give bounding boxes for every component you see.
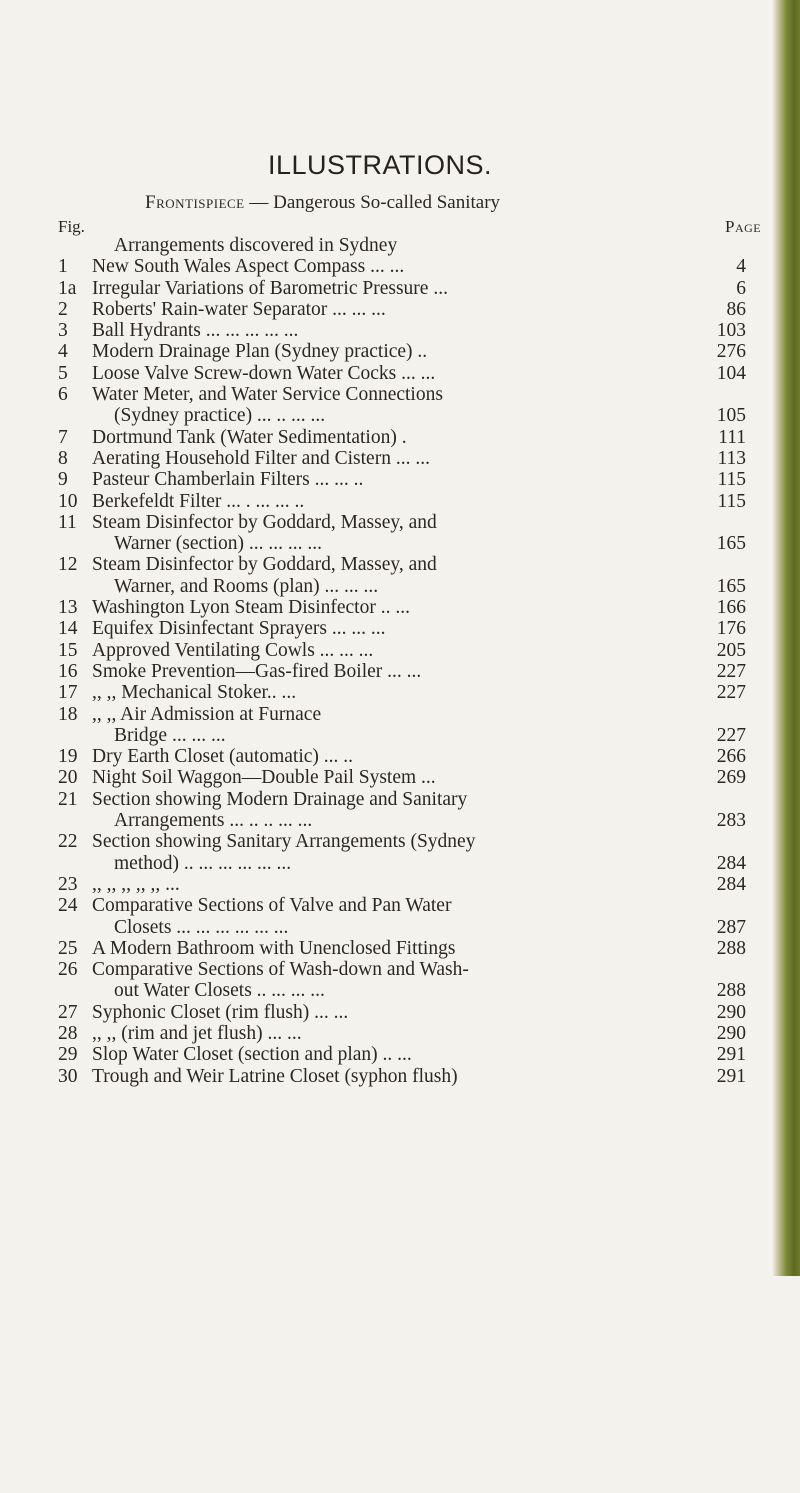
figure-title: (Sydney practice) ... .. ... ... <box>114 405 326 427</box>
figure-title: Arrangements ... .. .. ... ... <box>114 810 313 832</box>
list-item <box>56 874 746 895</box>
figure-number: 16 <box>58 660 78 682</box>
page-number: 284 <box>716 873 746 895</box>
figure-title: method) .. ... ... ... ... ... <box>114 852 292 874</box>
figure-title: Bridge ... ... ... <box>114 724 226 746</box>
figure-title: Warner (section) ... ... ... ... <box>114 533 322 555</box>
figure-number: 1a <box>58 277 77 299</box>
page-number: 288 <box>716 937 746 959</box>
list-item <box>56 1002 746 1023</box>
figure-title: New South Wales Aspect Compass ... ... <box>92 256 405 278</box>
page-number: 176 <box>716 618 746 640</box>
figure-title: A Modern Bathroom with Unenclosed Fittings <box>92 937 456 959</box>
page-number: 86 <box>726 298 746 320</box>
figure-number: 22 <box>58 831 78 853</box>
figure-number: 13 <box>58 597 78 619</box>
list-item <box>56 938 746 959</box>
list-item <box>56 1044 746 1065</box>
figure-title: Syphonic Closet (rim flush) ... ... <box>92 1001 349 1023</box>
list-item <box>56 597 746 618</box>
figure-number: 29 <box>58 1044 78 1066</box>
figure-number: 9 <box>58 469 68 491</box>
figure-title: Water Meter, and Water Service Connections <box>92 384 443 406</box>
figure-title: Washington Lyon Steam Disinfector .. ... <box>92 597 410 619</box>
list-item <box>56 959 746 1002</box>
page-number: 283 <box>716 810 746 832</box>
figure-number: 20 <box>58 767 78 789</box>
figure-title: Approved Ventilating Cowls ... ... ... <box>92 639 374 661</box>
page-number: 291 <box>716 1044 746 1066</box>
figure-number: 1 <box>58 256 68 278</box>
list-item <box>56 469 746 490</box>
figure-title: Comparative Sections of Valve and Pan Water <box>92 895 452 917</box>
figure-title: ,, ,, Air Admission at Furnace <box>92 703 322 725</box>
page-number: 115 <box>717 490 746 512</box>
page-number: 291 <box>716 1065 746 1087</box>
figure-title: Smoke Prevention—Gas-fired Boiler ... ... <box>92 660 422 682</box>
page-number: 6 <box>736 277 746 299</box>
figure-number: 2 <box>58 298 68 320</box>
frontispiece-continuation: Arrangements discovered in Sydney <box>114 235 398 256</box>
fig-column-header: Fig. <box>58 217 85 236</box>
figure-title: Roberts' Rain-water Separator ... ... ... <box>92 298 386 320</box>
list-item <box>56 831 746 874</box>
page-number: 111 <box>718 426 746 448</box>
list-item <box>56 640 746 661</box>
list-item <box>56 746 746 767</box>
page-number: 284 <box>716 852 746 874</box>
page-number: 276 <box>716 341 746 363</box>
list-item <box>56 384 746 427</box>
list-item <box>56 256 746 277</box>
page-number: 4 <box>736 256 746 278</box>
figure-number: 26 <box>58 959 78 981</box>
figure-number: 5 <box>58 362 68 384</box>
list-item <box>56 554 746 597</box>
list-item <box>56 427 746 448</box>
page-heading: ILLUSTRATIONS. <box>267 150 493 180</box>
figure-number: 30 <box>58 1065 78 1087</box>
frontispiece-line <box>145 192 500 214</box>
list-item <box>56 895 746 938</box>
frontispiece-continuation-entry <box>56 235 746 256</box>
figure-number: 27 <box>58 1001 78 1023</box>
page-number: 290 <box>716 1022 746 1044</box>
list-item <box>56 1023 746 1044</box>
list-item <box>56 661 746 682</box>
list-item <box>56 1066 746 1087</box>
figure-title: Dry Earth Closet (automatic) ... .. <box>92 746 354 768</box>
page-number: 103 <box>716 320 746 342</box>
illustrations-list <box>56 235 746 1087</box>
figure-title: Ball Hydrants ... ... ... ... ... <box>92 320 299 342</box>
list-item <box>56 618 746 639</box>
figure-number: 21 <box>58 788 78 810</box>
figure-title: Irregular Variations of Barometric Pressure ... <box>92 277 448 299</box>
figure-title: Trough and Weir Latrine Closet (syphon flush) <box>92 1065 458 1087</box>
figure-number: 25 <box>58 937 78 959</box>
figure-number: 17 <box>58 682 78 704</box>
page-number: 104 <box>716 362 746 384</box>
figure-number: 18 <box>58 703 78 725</box>
list-item <box>56 278 746 299</box>
figure-title: ,, ,, Mechanical Stoker.. ... <box>92 682 297 704</box>
page-number: 227 <box>716 660 746 682</box>
list-item <box>56 320 746 341</box>
figure-title: Comparative Sections of Wash-down and Wash- <box>92 959 469 981</box>
list-item <box>56 299 746 320</box>
page-number: 113 <box>717 447 746 469</box>
figure-title: ,, ,, (rim and jet flush) ... ... <box>92 1022 302 1044</box>
list-item <box>56 512 746 555</box>
figure-title: Closets ... ... ... ... ... ... <box>114 916 289 938</box>
figure-title: Aerating Household Filter and Cistern ... ... <box>92 447 430 469</box>
figure-number: 6 <box>58 384 68 406</box>
figure-title: Steam Disinfector by Goddard, Massey, and <box>92 554 437 576</box>
figure-number: 28 <box>58 1022 78 1044</box>
figure-title: Berkefeldt Filter ... . ... ... .. <box>92 490 305 512</box>
list-item <box>56 363 746 384</box>
page-number: 227 <box>716 724 746 746</box>
figure-title: out Water Closets .. ... ... ... <box>114 980 325 1002</box>
figure-title: Night Soil Waggon—Double Pail System ... <box>92 767 436 789</box>
figure-number: 23 <box>58 873 78 895</box>
figure-number: 14 <box>58 618 78 640</box>
figure-number: 3 <box>58 320 68 342</box>
figure-title: Section showing Sanitary Arrangements (Sydney <box>92 831 476 853</box>
figure-title: Steam Disinfector by Goddard, Massey, and <box>92 511 437 533</box>
list-item <box>56 682 746 703</box>
page-number: 105 <box>716 405 746 427</box>
list-item <box>56 767 746 788</box>
figure-title: Modern Drainage Plan (Sydney practice) .. <box>92 341 428 363</box>
figure-title: Slop Water Closet (section and plan) .. ... <box>92 1044 412 1066</box>
list-item <box>56 789 746 832</box>
page-number: 287 <box>716 916 746 938</box>
page-number: 165 <box>716 533 746 555</box>
page-number: 227 <box>716 682 746 704</box>
frontispiece-label: Frontispiece <box>145 192 245 213</box>
page-number: 269 <box>716 767 746 789</box>
figure-number: 10 <box>58 490 78 512</box>
figure-title: Equifex Disinfectant Sprayers ... ... ... <box>92 618 386 640</box>
page-number: 205 <box>716 639 746 661</box>
list-item <box>56 448 746 469</box>
page-number: 290 <box>716 1001 746 1023</box>
figure-title: Warner, and Rooms (plan) ... ... ... <box>114 575 379 597</box>
figure-number: 15 <box>58 639 78 661</box>
page-number: 115 <box>717 469 746 491</box>
figure-number: 7 <box>58 426 68 448</box>
page-number: 288 <box>716 980 746 1002</box>
frontispiece-text: — Dangerous So-called Sanitary <box>244 192 501 213</box>
page-number: 266 <box>716 746 746 768</box>
figure-number: 8 <box>58 447 68 469</box>
figure-number: 24 <box>58 895 78 917</box>
figure-number: 4 <box>58 341 68 363</box>
page-number: 166 <box>716 597 746 619</box>
figure-title: ,, ,, ,, ,, ,, ... <box>92 873 180 895</box>
list-item <box>56 341 746 362</box>
figure-title: Section showing Modern Drainage and Sanitary <box>92 788 468 810</box>
figure-title: Dortmund Tank (Water Sedimentation) . <box>92 426 407 448</box>
figure-number: 19 <box>58 746 78 768</box>
figure-title: Pasteur Chamberlain Filters ... ... .. <box>92 469 364 491</box>
list-item <box>56 491 746 512</box>
list-item <box>56 704 746 747</box>
page-column-header: Page <box>725 217 762 236</box>
page-number: 165 <box>716 575 746 597</box>
figure-number: 12 <box>58 554 78 576</box>
figure-title: Loose Valve Screw-down Water Cocks ... ... <box>92 362 436 384</box>
figure-number: 11 <box>58 511 77 533</box>
